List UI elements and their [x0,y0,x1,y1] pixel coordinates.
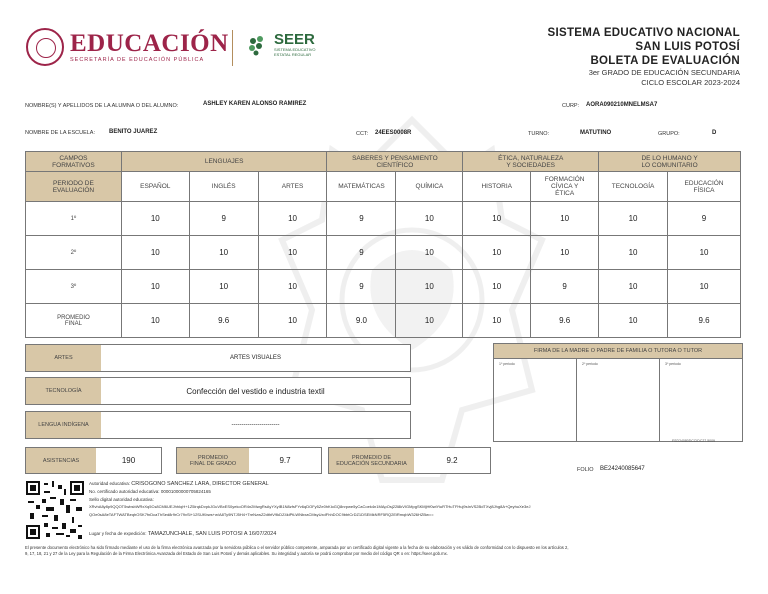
promedio-secundaria-box [328,447,491,474]
asistencias-value: 190 [96,448,161,473]
grade-cell: 9.6 [531,304,599,338]
promedio-secundaria-value: 9.2 [414,448,490,473]
seer-subtitle-1: SISTEMA EDUCATIVO [274,47,316,52]
grade-cell: 10 [599,270,668,304]
national-seal-icon [26,28,64,66]
heading-cycle: CICLO ESCOLAR 2023-2024 [641,78,740,87]
grade-cell: 9 [531,270,599,304]
grade-cell: 10 [463,202,531,236]
period-label: 1º [26,202,122,236]
heading-line2: SAN LUIS POTOSÍ [635,41,740,53]
grade-cell: 10 [668,270,741,304]
brand-subtitle: SECRETARÍA DE EDUCACIÓN PÚBLICA [70,57,205,63]
promedio-secundaria-label: PROMEDIO DE EDUCACIÓN SECUNDARIA [329,448,414,473]
period-label: 3º [26,270,122,304]
signature-period-1: 1º periodo [494,359,577,441]
grade-cell: 10 [599,236,668,270]
grade-cell: 9 [327,270,396,304]
grade-cell: 10 [121,270,189,304]
grade-cell: 10 [396,304,463,338]
grade-cell: 10 [396,236,463,270]
grade-cell: 10 [121,236,189,270]
header-divider [232,30,233,66]
grade-cell: 10 [121,202,189,236]
grades-table [25,151,741,338]
folio-label: FOLIO [577,467,594,473]
lengua-indigena-value: ------------------------ [101,412,410,438]
seer-leaf-icon [246,33,270,57]
subject-header: ARTES [258,172,327,202]
grade-cell: 10 [258,304,327,338]
cert-label: No. certificado autoridad educativa: [89,489,160,494]
table-row-final [26,304,741,338]
grade-cell: 9 [327,236,396,270]
table-row [26,270,741,304]
heading-line1: SISTEMA EDUCATIVO NACIONAL [547,27,740,39]
field-header-row [26,152,741,172]
grade-cell: 10 [258,270,327,304]
grade-cell: 9.6 [668,304,741,338]
signature-period-3: 3º periodo [665,362,681,366]
subject-header: HISTORIA [463,172,531,202]
folio-value: BE24240085647 [600,466,645,472]
promedio-grado-box [176,447,322,474]
curp-value: AORA090210MNELMSA7 [586,102,658,108]
grade-cell: 10 [258,202,327,236]
grade-cell: 10 [463,304,531,338]
place-label: Lugar y fecha de expedición: [89,531,147,536]
promedio-grado-label: PROMEDIO FINAL DE GRADO [177,448,249,473]
subject-header: EDUCACIÓN FÍSICA [668,172,741,202]
period-label: 2º [26,236,122,270]
grade-cell: 10 [599,202,668,236]
artes-value: ARTES VISUALES [101,345,410,371]
artes-box [25,344,411,372]
grade-cell: 9 [327,202,396,236]
field-header: LENGUAJES [121,152,327,172]
subject-header: PERIODO DE EVALUACIÓN [26,172,122,202]
heading-line3: BOLETA DE EVALUACIÓN [590,55,740,67]
artes-label: ARTES [26,345,101,371]
subject-header: TECNOLOGÍA [599,172,668,202]
field-header: SABERES Y PENSAMIENTO CIENTÍFICO [327,152,463,172]
grade-cell: 9.0 [327,304,396,338]
table-row [26,202,741,236]
student-name-label: NOMBRE(S) Y APELLIDOS DE LA ALUMNA O DEL ALUMNO: [25,103,179,109]
authority-name: CRISOGONO SANCHEZ LARA, DIRECTOR GENERAL [131,481,269,487]
grade-cell: 10 [121,304,189,338]
place-date: TAMAZUNCHALE, SAN LUIS POTOSI A 16/07/2024 [147,531,277,537]
subject-header: QUÍMICA [396,172,463,202]
grade-cell: 10 [258,236,327,270]
field-header: DE LO HUMANO Y LO COMUNITARIO [599,152,741,172]
school-label: NOMBRE DE LA ESCUELA: [25,130,95,136]
qr-code-icon [26,481,84,539]
group-value: D [712,130,717,136]
lengua-indigena-box [25,411,411,439]
field-header: CAMPOS FORMATIVOS [26,152,122,172]
grade-cell: 9 [189,202,258,236]
seer-title: SEER [274,31,315,48]
cct-label: CCT: [356,131,369,137]
seer-logo [246,32,316,57]
signature-title: FIRMA DE LA MADRE O PADRE DE FAMILIA O TUTORA O TUTOR [494,344,742,359]
legal-text-2: 9, 17, 18, 21 y 27 de la Ley para la Regulación de la Firma Electrónica Avanzada del Estado de San Luis Potosí y demás aplicables. Su integridad y autoría se podrá comprobar por medio del código QR o en: https://seer.gob.mx. [25,551,448,556]
signature-period-2: 2º periodo [577,359,660,441]
curp-label: CURP: [562,103,580,109]
grade-cell: 9 [668,202,741,236]
student-name: ASHLEY KAREN ALONSO RAMIREZ [203,101,307,107]
digital-seal-line1: XRvhA8y8p9QQOT5wbsbWRxXq5Cs8CM6UEJhhIqH+1Z5irqkDvpkJGuVBxES0yekoOR4n2MwgRsAyYXyIB1N8zfsFYv6qDOFy5Ze0hKloGQ8nrpwe5yCaCoek4n1MApOsj22l8kVIGMpgSKMjHf0wiYiuRTHuTFHuj9sInVS2BdTXvj8Jhg8A+QeyhuXe3eJ [89,504,531,509]
table-row [26,236,741,270]
grade-cell: 10 [463,270,531,304]
grade-cell: 10 [531,202,599,236]
authority-label: Autoridad educativa: [89,481,131,486]
grade-cell: 10 [668,236,741,270]
cert-value: 00001000000705824165 [160,489,211,494]
subject-header: ESPAÑOL [121,172,189,202]
lengua-indigena-label: LENGUA INDÍGENA [26,412,101,438]
seal-label: Sello digital autoridad educativa: [89,497,154,502]
tecnologia-value: Confección del vestido e industria textil [101,378,410,404]
shift-value: MATUTINO [580,130,612,136]
subject-header: FORMACIÓN CÍVICA Y ÉTICA [531,172,599,202]
field-header: ÉTICA, NATURALEZA Y SOCIEDADES [463,152,599,172]
signature-code: FSD24080DCCIDC27.5009 [672,439,715,443]
asistencias-label: ASISTENCIAS [26,448,96,473]
grade-cell: 9.6 [189,304,258,338]
group-label: GRUPO: [658,131,680,137]
grade-cell: 10 [531,236,599,270]
shift-label: TURNO: [528,131,550,137]
period-label: PROMEDIO FINAL [26,304,122,338]
subject-header: INGLÉS [189,172,258,202]
signature-box [493,343,743,442]
tecnologia-box [25,377,411,405]
grade-cell: 10 [396,270,463,304]
grade-cell: 10 [189,270,258,304]
legal-text-1: El presente documento electrónico ha sido firmado mediante el uso de la firma electrónica avanzada por la servidora pública o el servidor público competente, amparada por un certificado digital vigente a la fecha de su elaboración y es válido de conformidad con lo dispuesto en los artículos 2, [25,545,569,550]
asistencias-box [25,447,162,474]
education-logo [26,28,229,66]
grade-cell: 10 [463,236,531,270]
grade-cell: 10 [396,202,463,236]
school-name: BENITO JUAREZ [109,129,158,135]
promedio-grado-value: 9.7 [249,448,321,473]
brand-title: EDUCACIÓN [70,30,229,57]
subject-header-row [26,172,741,202]
tecnologia-label: TECNOLOGÍA [26,378,101,404]
cct-value: 24EES0008R [375,130,412,136]
grade-cell: 10 [599,304,668,338]
seer-subtitle-2: ESTATAL REGULAR [274,52,312,57]
grade-cell: 10 [189,236,258,270]
document-heading [548,26,740,88]
heading-grade: 3er GRADO DE EDUCACIÓN SECUNDARIA [588,68,740,77]
digital-seal-line2: QOe0sA8eTAFTWATBeqhOSK7fnDcaThSed8r9rCr79vSi+12SUKbws+w/A8Ty9NTJ5H4+TreNzwZ2dthtV9kDZ4kiPtLWNbxaCMsyUxdFhhDOC9bbtCrDZ1DSEMkNRF5RQ2EiRmqbW326HZBw== [89,512,434,517]
subject-header: MATEMÁTICAS [327,172,396,202]
